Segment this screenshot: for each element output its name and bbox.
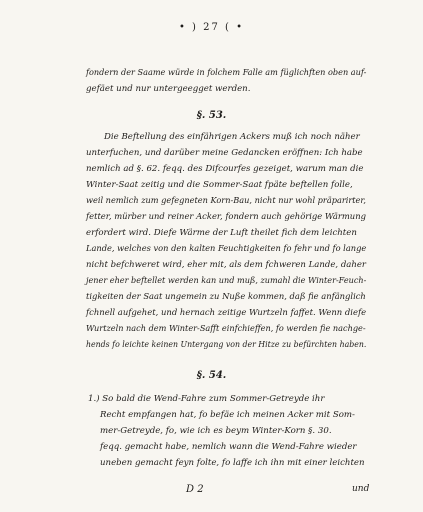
text-line: fetter, mürber und reiner Acker, fondern auch gehörige Wärmung: [86, 212, 366, 222]
section-heading-54: §. 54.: [196, 370, 227, 381]
text-line: Recht empfangen hat, fo befäe ich meinen Acker mit Som-: [100, 410, 355, 420]
text-line: Winter-Saat zeitig und die Sommer-Saat fpäte beftellen folle,: [86, 180, 353, 190]
catchword: und: [352, 484, 370, 494]
text-line: mer-Getreyde, fo, wie ich es beym Winter-Korn §. 30.: [100, 426, 332, 436]
text-line: Die Beftellung des einfährigen Ackers muß ich noch näher: [104, 132, 360, 142]
text-line: fchnell aufgehet, und hernach zeitige Wurtzeln faffet. Wenn diefe: [86, 308, 367, 318]
section-heading-53: §. 53.: [196, 110, 227, 121]
text-line: fondern der Saame würde in folchem Falle am füglichften oben auf-: [86, 68, 367, 78]
text-line: gefäet und nur untergeegget werden.: [86, 84, 251, 94]
text-line: jener eher beftellet werden kan und muß, zumahl die Winter-Feuch-: [86, 276, 367, 286]
text-line: uneben gemacht feyn folte, fo laffe ich ihn mit einer leichten: [100, 458, 365, 468]
text-line: erfordert wird. Diefe Wärme der Luft theilet fich dem leichten: [86, 228, 357, 238]
text-line: feqq. gemacht habe, nemlich wann die Wend-Fahre wieder: [100, 442, 357, 452]
page-header: • ) 27 ( •: [178, 22, 245, 33]
text-line: nicht befchweret wird, eher mit, als dem fchweren Lande, daher: [86, 260, 367, 270]
text-line: weil nemlich zum gefegneten Korn-Bau, nicht nur wohl präparirter,: [86, 196, 367, 206]
text-line: Lande, welches von den kalten Feuchtigkeiten fo fehr und fo lange: [86, 244, 367, 254]
text-line: hends fo leichte keinen Untergang von der Hitze zu befürchten haben.: [86, 340, 367, 350]
text-line: unterfuchen, und darüber meine Gedancken eröffnen: Ich habe: [86, 148, 363, 158]
signature-mark: D 2: [186, 484, 204, 495]
text-line: 1.) So bald die Wend-Fahre zum Sommer-Getreyde ihr: [88, 394, 325, 404]
text-line: Wurtzeln nach dem Winter-Safft einfchieffen, fo werden fie nachge-: [86, 324, 366, 334]
text-line: tigkeiten der Saat ungemein zu Nuße kommen, daß fie anfänglich: [86, 292, 366, 302]
text-line: nemlich ad §. 62. feqq. des Difcourfes gezeiget, warum man die: [86, 164, 364, 174]
